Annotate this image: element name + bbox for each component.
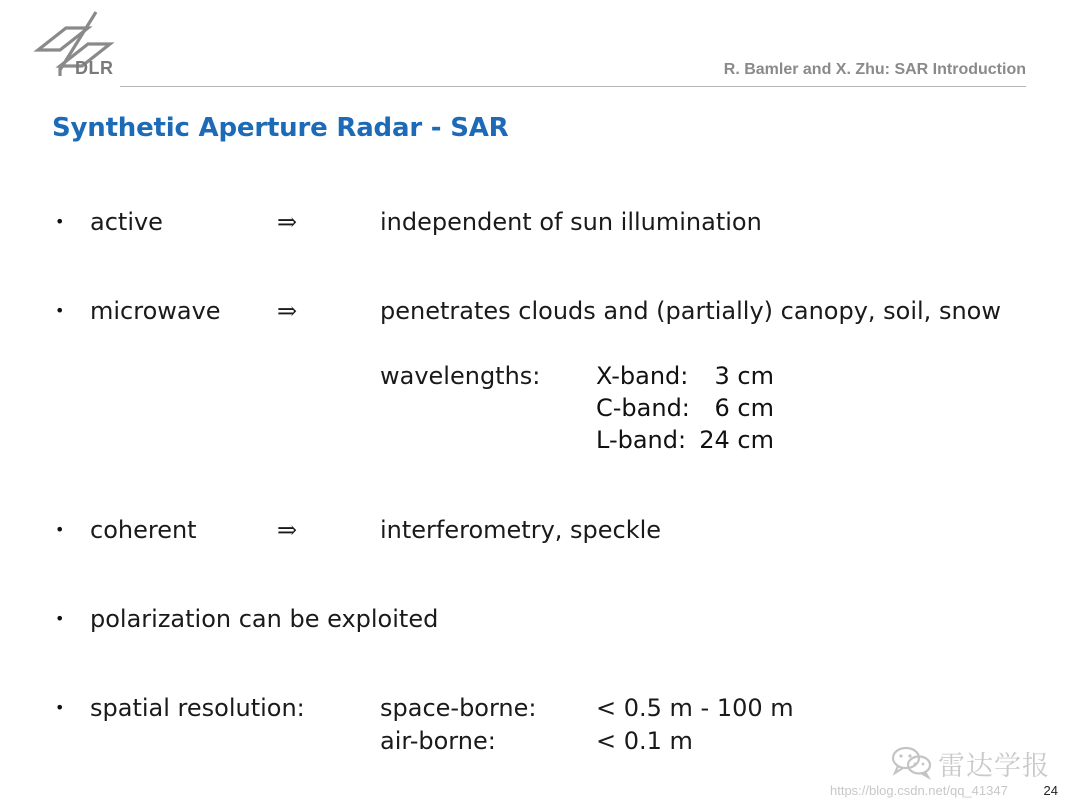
page-number: 24 (1043, 783, 1058, 798)
resolution-value: < 0.1 m (596, 727, 693, 755)
bullet-icon: • (55, 609, 65, 628)
implies-arrow-icon: ⇒ (277, 516, 298, 544)
band-value: 24 cm (699, 426, 774, 454)
resolution-platform: air-borne: (380, 727, 496, 755)
header-divider (120, 86, 1026, 87)
item-term: spatial resolution: (90, 694, 305, 722)
item-description: penetrates clouds and (partially) canopy, soil, snow (380, 297, 1001, 325)
logo-text: DLR (75, 58, 114, 78)
implies-arrow-icon: ⇒ (277, 208, 298, 236)
resolution-value: < 0.5 m - 100 m (596, 694, 794, 722)
item-term: coherent (90, 516, 197, 544)
item-term: polarization can be exploited (90, 605, 439, 633)
bullet-icon: • (55, 520, 65, 539)
band-name: L-band: (596, 426, 687, 454)
band-name: X-band: (596, 362, 689, 390)
item-term: microwave (90, 297, 221, 325)
band-row (596, 392, 774, 424)
item-term: active (90, 208, 163, 236)
band-row (596, 424, 774, 456)
item-description: independent of sun illumination (380, 208, 762, 236)
wavelengths-label: wavelengths: (380, 362, 541, 390)
band-value: 3 cm (714, 362, 774, 390)
implies-arrow-icon: ⇒ (277, 297, 298, 325)
item-description: interferometry, speckle (380, 516, 662, 544)
band-value: 6 cm (714, 394, 774, 422)
wechat-icon (890, 744, 934, 780)
header-credit: R. Bamler and X. Zhu: SAR Introduction (723, 61, 1026, 78)
band-row (596, 360, 774, 392)
band-name: C-band: (596, 394, 690, 422)
bullet-icon: • (55, 212, 65, 231)
bullet-icon: • (55, 698, 65, 717)
bullet-icon: • (55, 301, 65, 320)
resolution-platform: space-borne: (380, 694, 537, 722)
watermark-text: 雷达学报 (938, 751, 1050, 782)
watermark-url: https://blog.csdn.net/qq_41347 (830, 783, 1008, 798)
slide-title: Synthetic Aperture Radar - SAR (52, 113, 509, 143)
